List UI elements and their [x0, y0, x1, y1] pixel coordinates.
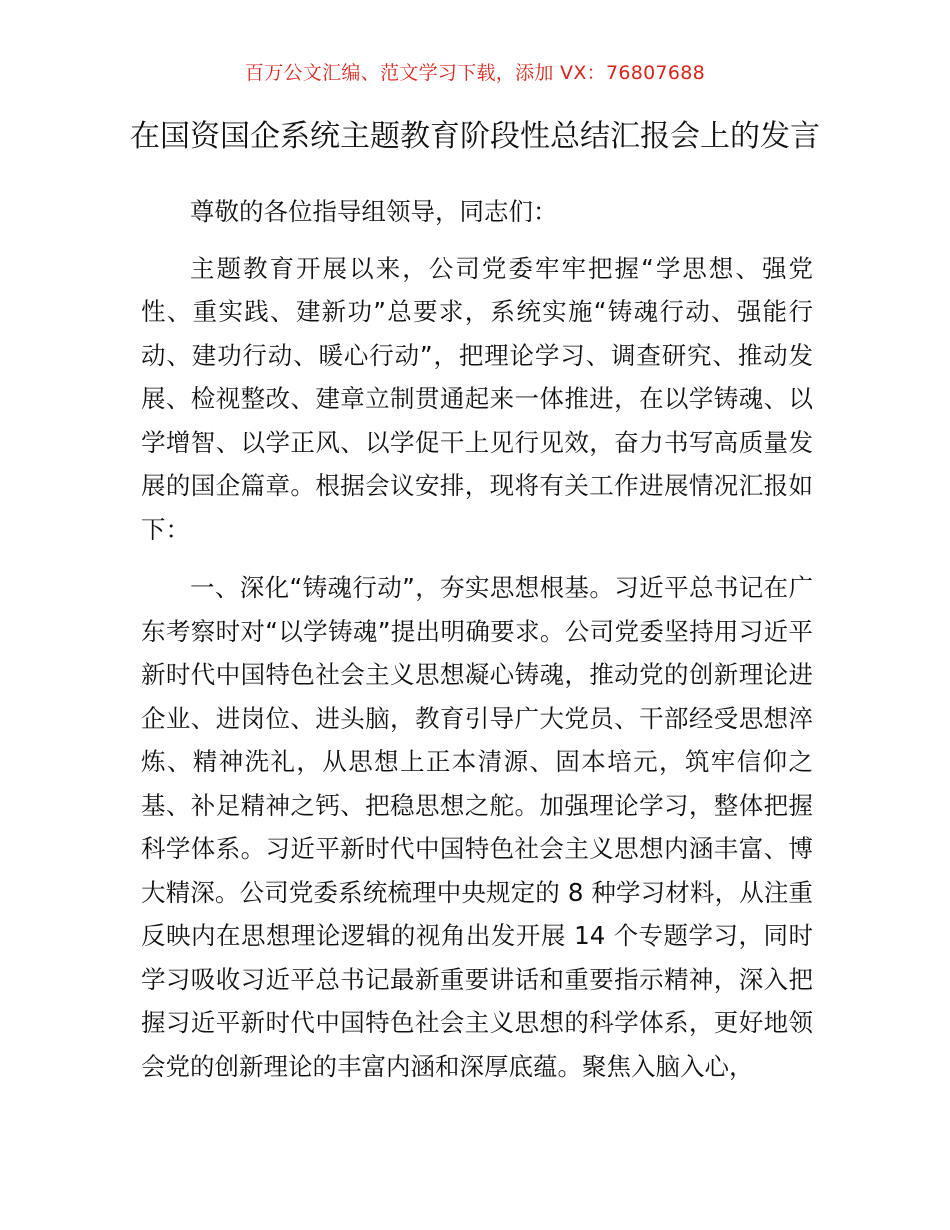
salutation: 尊敬的各位指导组领导，同志们：: [190, 197, 558, 226]
paragraph-intro: 主题教育开展以来，公司党委牢牢把握“学思想、强党性、重实践、建新功”总要求，系统实施“铸魂行动、强能行动、建功行动、暖心行动”，把理论学习、调查研究、推动发展、检视整改、建章立制贯通起来一体推进，在以学铸魂、以学增智、以学正风、以学促干上见行见效，奋力书写高质量发展的国企篇章。根据会议安排，现将有关工作进展情况汇报如下：: [141, 253, 813, 544]
document-body: [141, 190, 813, 1103]
watermark-banner: 百万公文汇编、范文学习下载，添加 VX：76807688: [244, 62, 706, 84]
document-title: 在国资国企系统主题教育阶段性总结汇报会上的发言: [130, 119, 820, 154]
paragraph-section-one: 一、深化“铸魂行动”，夯实思想根基。习近平总书记在广东考察时对“以学铸魂”提出明确要求。公司党委坚持用习近平新时代中国特色社会主义思想凝心铸魂，推动党的创新理论进企业、进岗位、进头脑，教育引导广大党员、干部经受思想淬炼、精神洗礼，从思想上正本清源、固本培元，筑牢信仰之基、补足精神之钙、把稳思想之舵。加强理论学习，整体把握科学体系。习近平新时代中国特色社会主义思想内涵丰富、博大精深。公司党委系统梳理中央规定的 8 种学习材料，从注重反映内在思想理论逻辑的视角出发开展 14 个专题学习，同时学习吸收习近平总书记最新重要讲话和重要指示精神，深入把握习近平新时代中国特色社会主义思想的科学体系，更好地领会党的创新理论的丰富内涵和深厚底蕴。聚焦入脑入心，: [141, 573, 813, 1081]
